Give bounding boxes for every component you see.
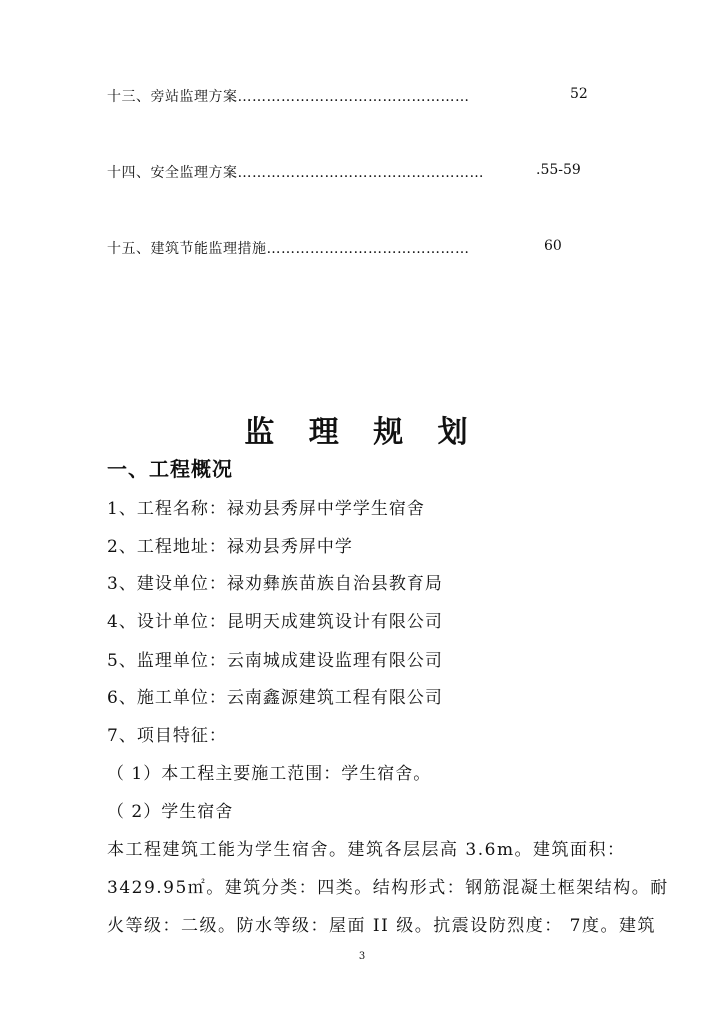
paragraph-line: 3429.95㎡。建筑分类：四类。结构形式：钢筋混凝土框架结构。耐 (107, 878, 669, 898)
section-heading: 一、工程概况 (107, 457, 233, 481)
page-number: 3 (358, 951, 366, 962)
paragraph-line: 火等级：二级。防水等级：屋面 II 级。抗震设防烈度： 7度。建筑 (107, 916, 656, 936)
list-item: 7、项目特征： (107, 726, 227, 746)
list-item: （ 2）学生宿舍 (107, 802, 234, 822)
list-item: （ 1）本工程主要施工范围：学生宿舍。 (107, 764, 432, 784)
toc-page-15: 60 (544, 238, 562, 254)
toc-entry-15: 十五、建筑节能监理措施…………………………………… (107, 241, 470, 257)
paragraph-line: 本工程建筑工能为学生宿舍。建筑各层层高 3.6m。建筑面积： (107, 840, 626, 860)
list-item: 4、设计单位：昆明天成建筑设计有限公司 (107, 612, 443, 632)
toc-page-14: .55-59 (536, 162, 581, 178)
list-item: 3、建设单位：禄劝彝族苗族自治县教育局 (107, 574, 443, 594)
list-item: 2、工程地址：禄劝县秀屏中学 (107, 537, 353, 557)
page-title: 监 理 规 划 (244, 415, 480, 450)
toc-page-13: 52 (570, 86, 588, 102)
toc-entry-14: 十四、安全监理方案…………………………………………… (107, 165, 484, 181)
toc-entry-13: 十三、旁站监理方案………………………………………… (107, 89, 470, 105)
list-item: 1、工程名称：禄劝县秀屏中学学生宿舍 (107, 499, 425, 519)
list-item: 6、施工单位：云南鑫源建筑工程有限公司 (107, 688, 443, 708)
list-item: 5、监理单位：云南城成建设监理有限公司 (107, 651, 443, 671)
